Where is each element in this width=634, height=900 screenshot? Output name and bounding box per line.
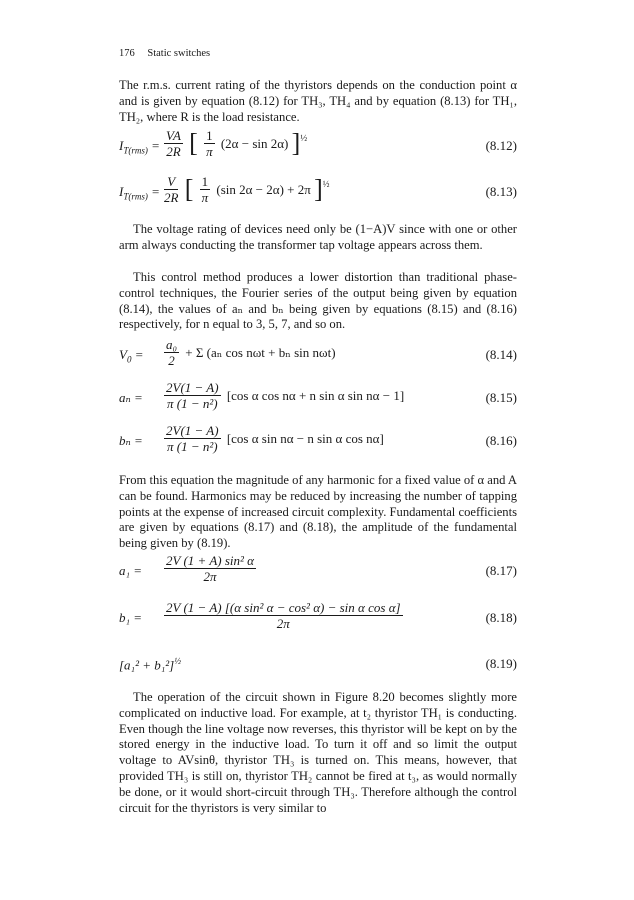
eq-body: $[a_1^2 + b_1^2]^{\frac{1}{2}}$ xyxy=(119,656,181,673)
equation-number: (8.17) xyxy=(485,563,517,578)
eq-lhs: aₙ = xyxy=(119,390,143,405)
equation-number: (8.19) xyxy=(485,656,517,671)
equation-number: (8.15) xyxy=(485,390,517,405)
eq-lhs: a₁ = xyxy=(119,563,143,578)
equation-8-19 xyxy=(119,646,517,682)
eq-body: $\frac{\text{2V (1 − A) [(α sin² α − cos² α) − sin α cos α]}}{2\pi}$ xyxy=(166,600,401,631)
equation-8-12 xyxy=(119,128,517,164)
equation-number: (8.16) xyxy=(485,433,517,448)
eq-lhs: $I_{T(rms)}$ = xyxy=(119,138,160,156)
eq-lhs: $I_{T(rms)}$ = xyxy=(119,184,160,202)
eq-body: $\frac{\text{a₀}}{2}$ + Σ (aₙ cos nωt + bₙ sin nωt) xyxy=(166,337,336,368)
equation-number: (8.12) xyxy=(485,138,517,153)
running-header xyxy=(119,48,210,59)
page-number: 176 xyxy=(119,48,135,59)
equation-8-16 xyxy=(119,423,517,459)
eq-body: $\frac{V}{2R}$ [ $\frac{1}{\pi}$ (sin 2α − 2α) + 2π ]$^{\frac{1}{2}}$ xyxy=(164,174,330,205)
eq-body: $\frac{2V(1 - A)}{\text{π (1 − n²)}}$ [cos α sin nα − n sin α cos nα] xyxy=(166,423,384,454)
equation-8-14 xyxy=(119,337,517,373)
paragraph-harmonics: From this equation the magnitude of any harmonic for a fixed value of α and A can be found. Harmonics may be reduced by increasing the number of tapping points at the expense of increased circuit complexity. Fundamental coefficients are given by equations (8.17) and (8.18), the amplitude of the fundamental being given by (8.19). xyxy=(119,473,517,551)
eq-lhs: bₙ = xyxy=(119,433,143,448)
paragraph-inductive-load: The operation of the circuit shown in Figure 8.20 becomes slightly more complicated on inductive load. For example, at t₂ thyristor TH₁ is conducting. Even though the line voltage now reverses, this thyristor will be kept on by the stored energy in the inductive load. To turn it off and so limit the output voltage to AVsinθ, thyristor TH₃ is turned on. This means, however, that provided TH₃ is still on, thyristor TH₂ cannot be fired at t₃, as would normally be done, or it would short-circuit through TH₃. Therefore although the control circuit for the thyristors is very similar to xyxy=(119,690,517,815)
eq-body: $\frac{VA}{2R}$ [ $\frac{1}{\pi}$ (2α − sin 2α) ]$^{\frac{1}{2}}$ xyxy=(166,128,308,159)
equation-number: (8.13) xyxy=(485,184,517,199)
paragraph-voltage-rating: The voltage rating of devices need only be (1−A)V since with one or other arm always conducting the transformer tap voltage appears across them. xyxy=(119,222,517,252)
equation-8-17 xyxy=(119,553,517,589)
equation-8-13 xyxy=(119,174,517,210)
equation-number: (8.14) xyxy=(485,347,517,362)
eq-body: $\frac{\text{2V (1 + A) sin² α}}{2\pi}$ xyxy=(166,553,254,584)
eq-lhs: b₁ = xyxy=(119,610,143,625)
paragraph-control-method: This control method produces a lower distortion than traditional phase-control techniques, the Fourier series of the output being given by equation (8.14), the values of aₙ and bₙ being given by equations (8.15) and (8.16) respectively, for n equal to 3, 5, 7, and so on. xyxy=(119,270,517,332)
running-title: Static switches xyxy=(147,48,211,59)
equation-number: (8.18) xyxy=(485,610,517,625)
equation-8-15 xyxy=(119,380,517,416)
paragraph-rms-rating: The r.m.s. current rating of the thyristors depends on the conduction point α and is given by equation (8.12) for TH₃, TH₄ and by equation (8.13) for TH₁, TH₂, where R is the load resistance. xyxy=(119,78,517,124)
eq-lhs: $V_0$ = xyxy=(119,347,144,365)
eq-body: $\frac{2V(1 - A)}{\text{π (1 − n²)}}$ [cos α cos nα + n sin α sin nα − 1] xyxy=(166,380,405,411)
equation-8-18 xyxy=(119,600,517,636)
